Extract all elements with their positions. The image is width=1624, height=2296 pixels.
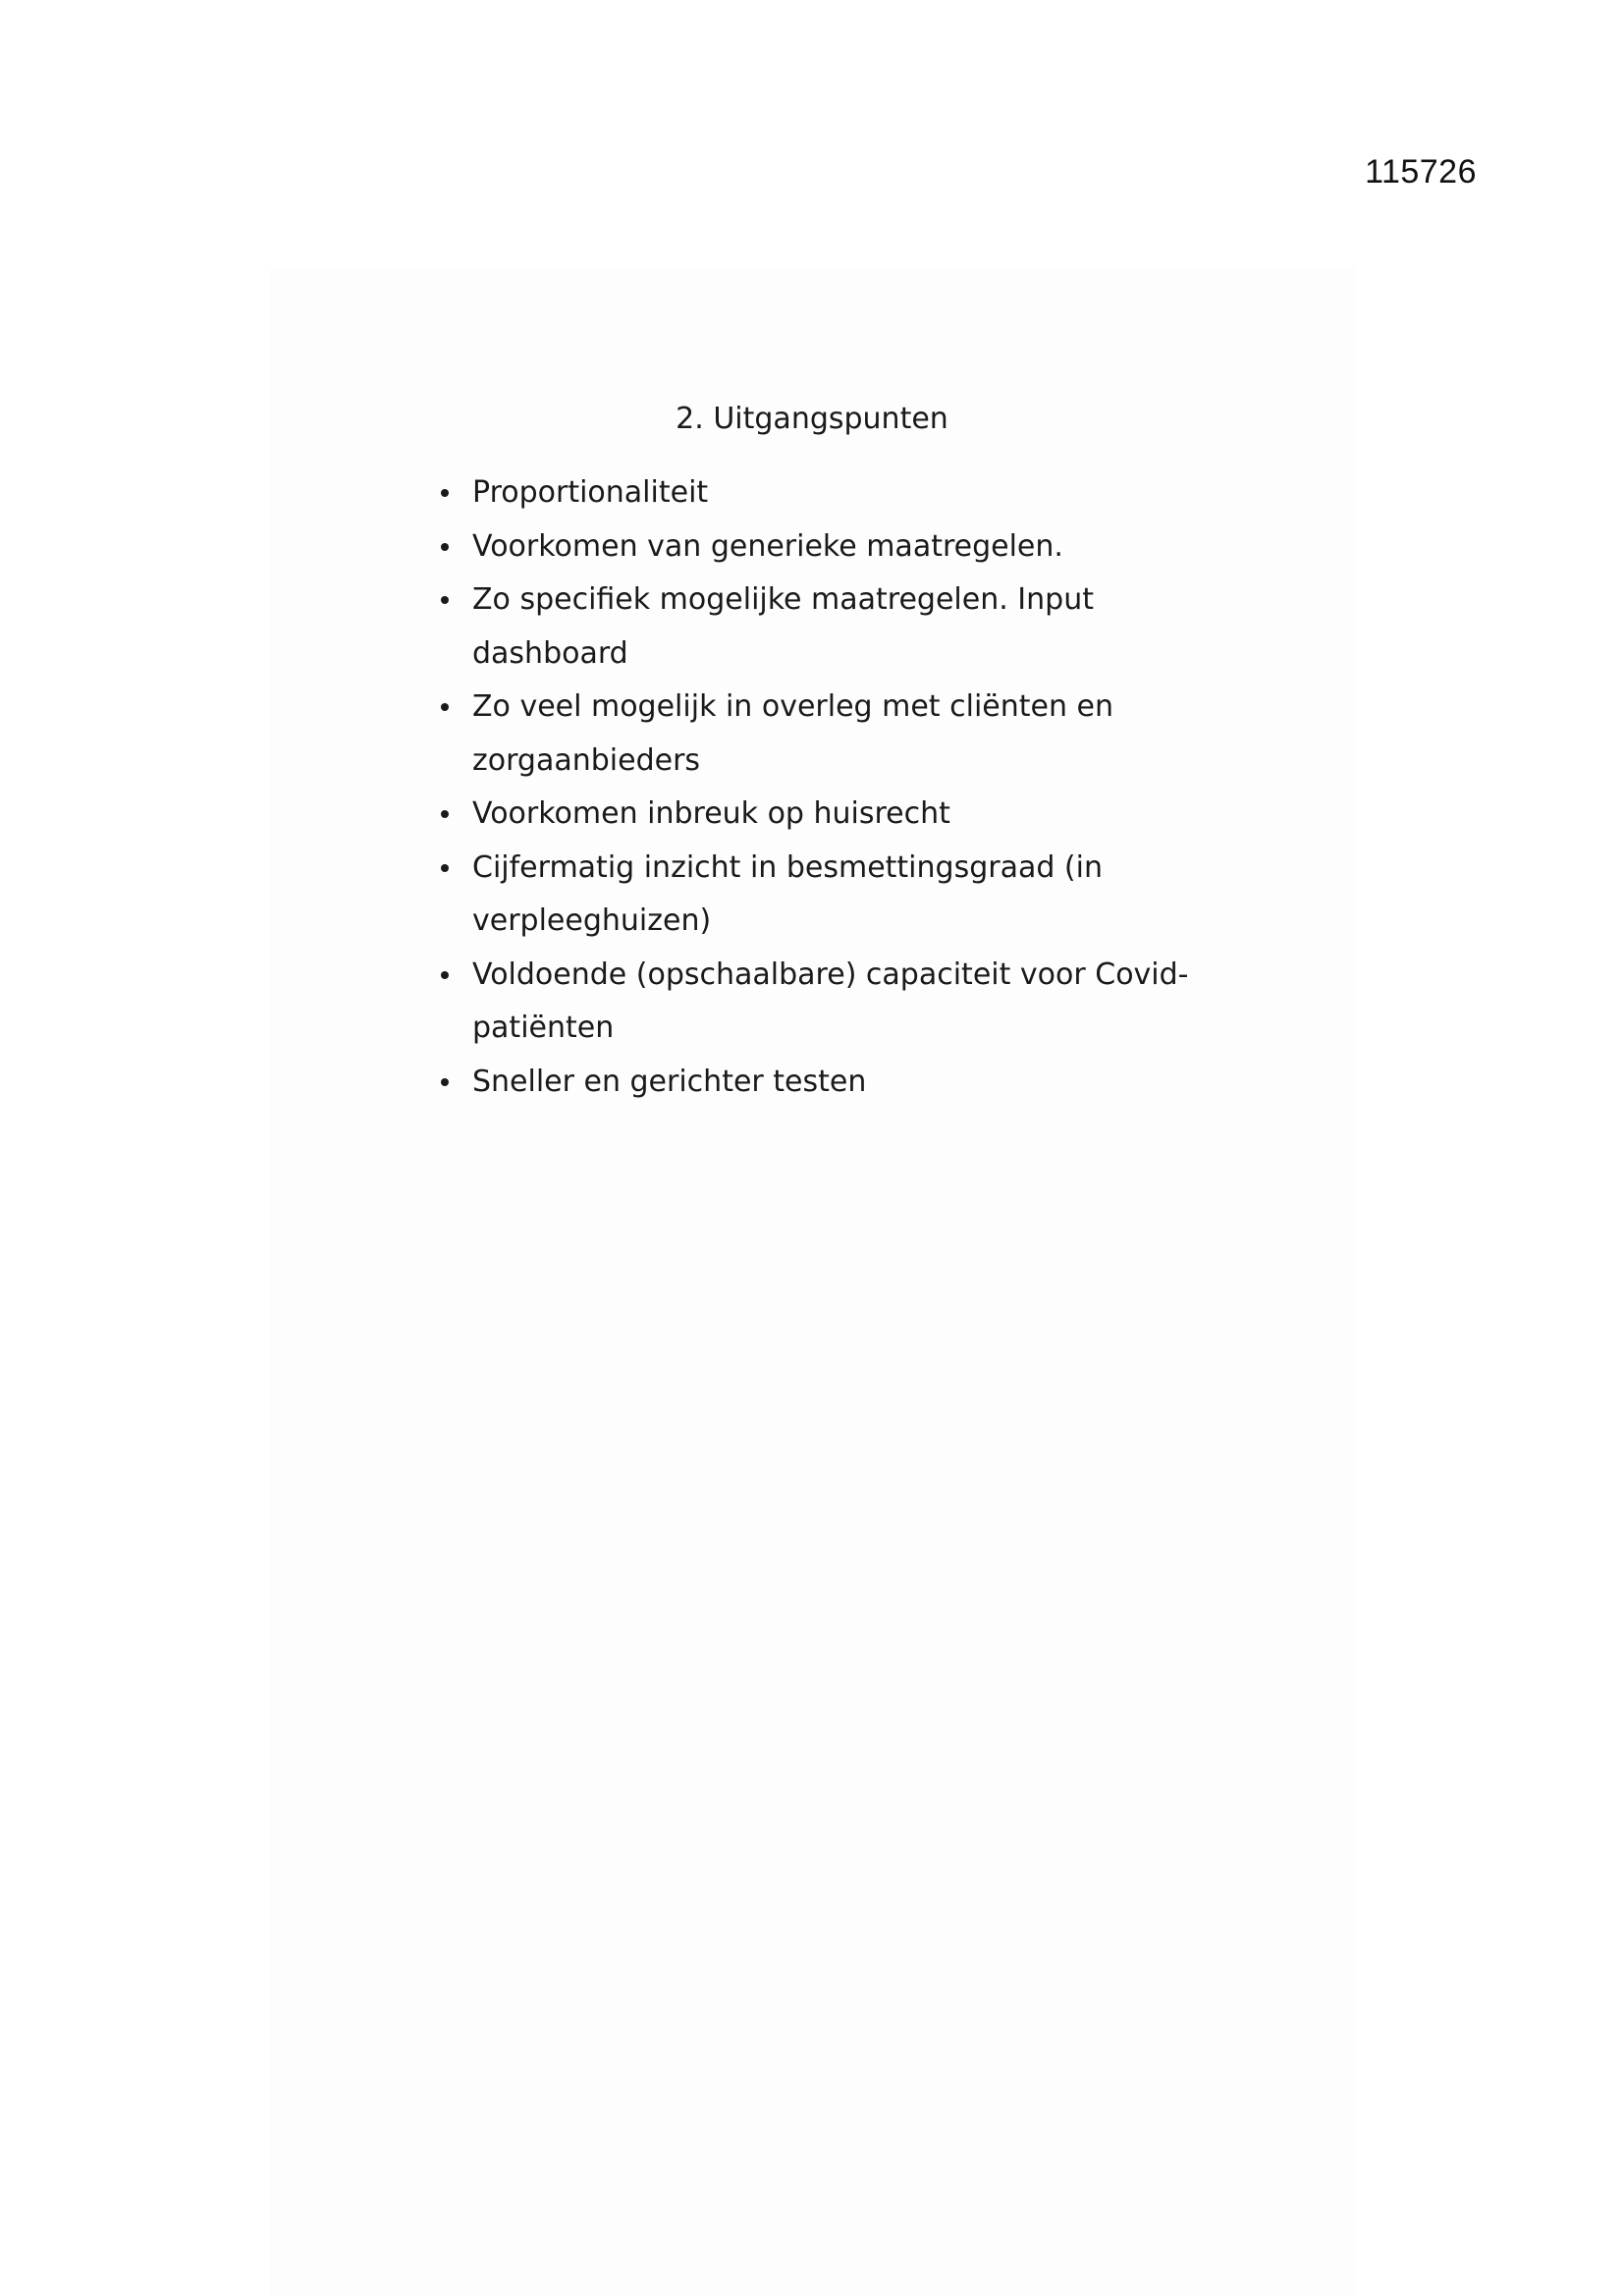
bullet-icon [441, 543, 449, 551]
list-item [427, 842, 1232, 949]
list-item-text: Cijfermatig inzicht in besmettingsgraad (in verpleeghuizen) [472, 849, 1103, 938]
bullet-icon [441, 810, 449, 818]
bullet-icon [441, 1078, 449, 1086]
list-item-text: Zo veel mogelijk in overleg met cliënten en zorgaanbieders [472, 689, 1113, 778]
section-title: 2. Uitgangspunten [676, 402, 948, 436]
bullet-icon [441, 703, 449, 711]
list-item-text: Voorkomen inbreuk op huisrecht [472, 796, 950, 831]
list-item-text: Voorkomen van generieke maatregelen. [472, 528, 1063, 564]
list-item [427, 574, 1232, 681]
list-item [427, 949, 1232, 1056]
list-item [427, 1056, 1232, 1110]
list-item-text: Sneller en gerichter testen [472, 1064, 867, 1099]
document-number: 115726 [1365, 153, 1477, 191]
list-item-text: Proportionaliteit [472, 475, 709, 510]
list-item-text: Zo specifiek mogelijke maatregelen. Input dashboard [472, 582, 1094, 671]
bullet-icon [441, 596, 449, 604]
list-item [427, 520, 1232, 574]
list-item [427, 788, 1232, 842]
bullet-icon [441, 864, 449, 872]
list-item [427, 466, 1232, 520]
bullet-list [427, 466, 1232, 1109]
list-item-text: Voldoende (opschaalbare) capaciteit voor Covid-patiënten [472, 957, 1189, 1045]
list-item [427, 681, 1232, 788]
bullet-icon [441, 489, 449, 497]
bullet-icon [441, 971, 449, 979]
